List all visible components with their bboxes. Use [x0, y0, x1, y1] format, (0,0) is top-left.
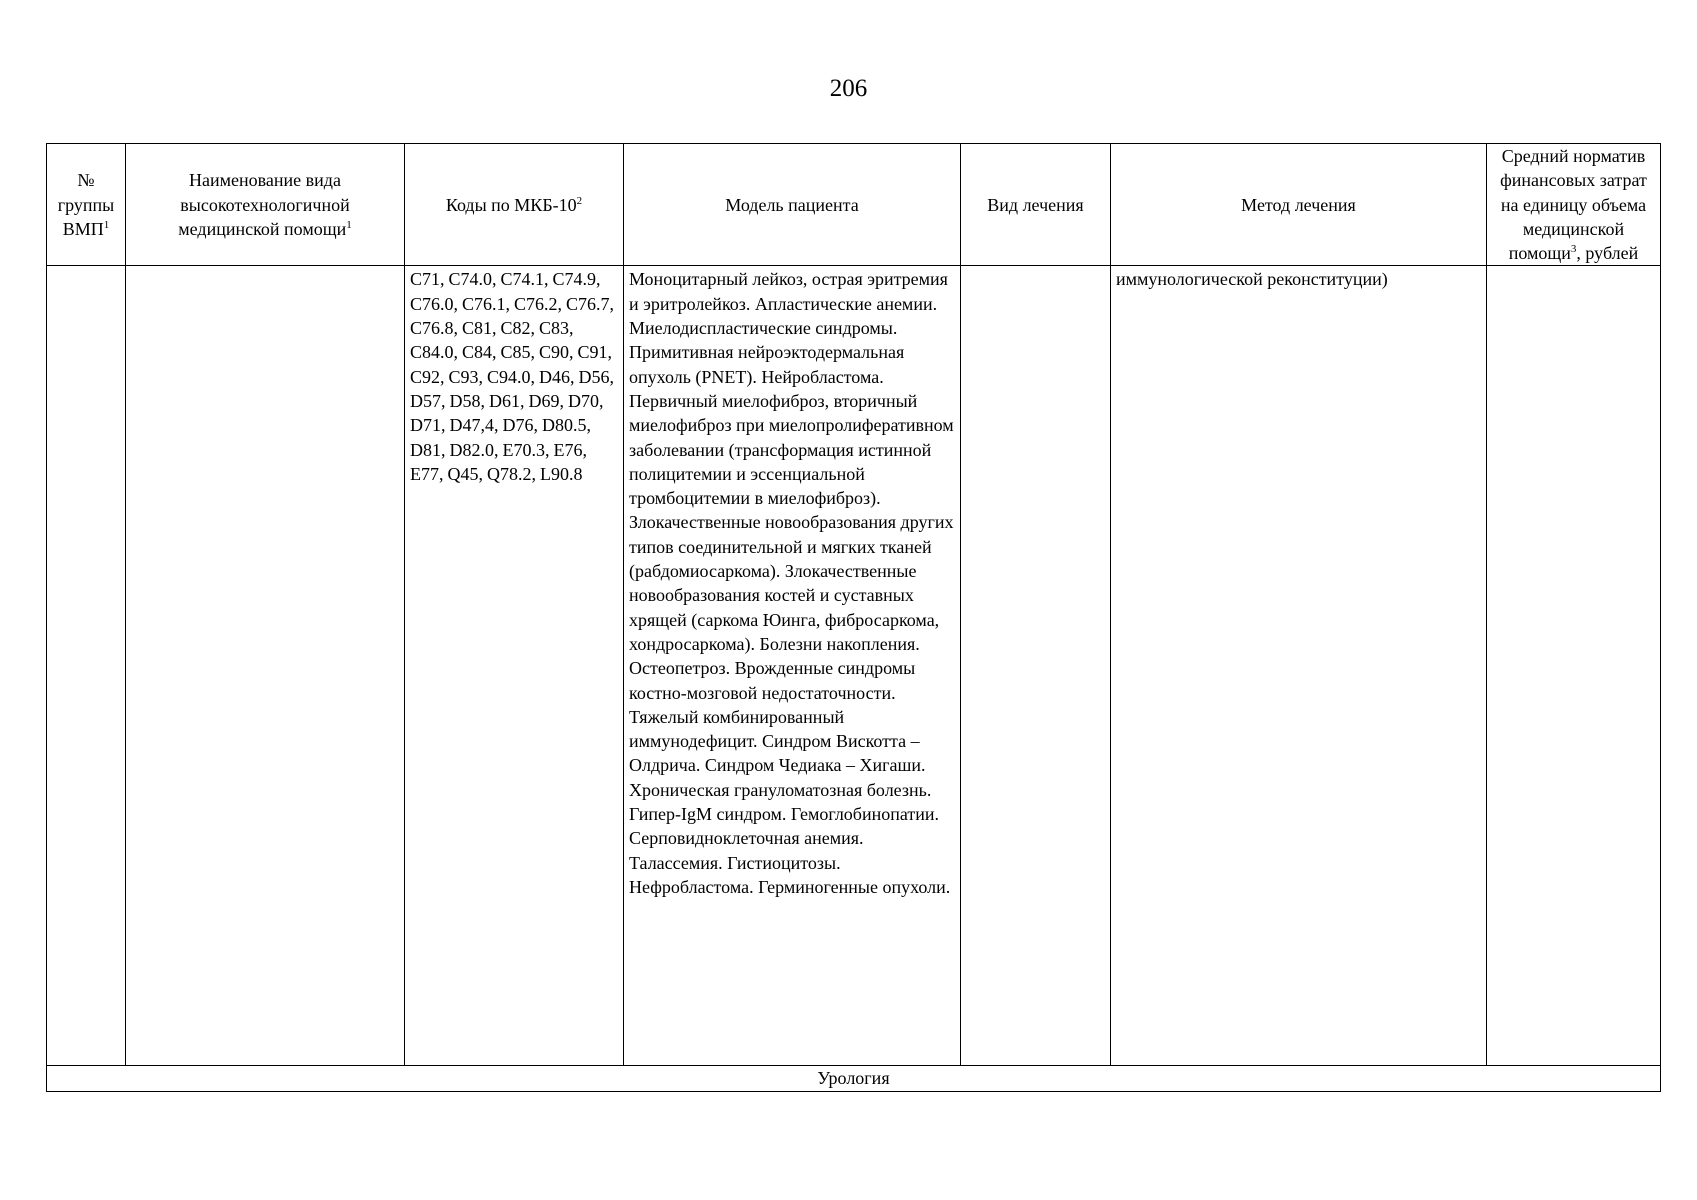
- header-treatment-type-text: Вид лечения: [987, 194, 1084, 215]
- section-title: Урология: [47, 1066, 1661, 1091]
- header-name: [126, 144, 405, 266]
- header-cost-footnote: 3: [1570, 243, 1577, 256]
- header-method-text: Метод лечения: [1241, 194, 1356, 215]
- hmc-table: [46, 143, 1661, 1092]
- cell-treatment-type: [961, 266, 1111, 1066]
- header-name-footnote: 1: [346, 218, 352, 231]
- cell-method-text: иммунологической реконституции): [1116, 269, 1388, 290]
- header-method: [1111, 144, 1487, 266]
- header-cost-text: Средний норматив финансовых затрат на единицу объема медицинской помощи: [1500, 146, 1647, 264]
- page-number: 206: [829, 75, 868, 102]
- header-group: [47, 144, 126, 266]
- section-row: [47, 1066, 1661, 1091]
- header-cost-unit: , рублей: [1576, 243, 1639, 264]
- header-treatment-type: [961, 144, 1111, 266]
- cell-model-text: Моноцитарный лейкоз, острая эритремия и эритролейкоз. Апластические анемии. Миелодиспластические синдромы. Примитивная нейроэктодермальная опухоль (PNET). Нейробластома. Первичный миелофиброз, вторичный миелофиброз при миелопролиферативном заболевании (трансформация истинной полицитемии и эссенциальной тромбоцитемии в миелофиброз). Злокачественные новообразования других типов соединительной и мягких тканей (рабдомиосаркома). Злокачественные новообразования костей и суставных хрящей (саркома Юинга, фибросаркома, хондросаркома). Болезни накопления. Остеопетроз. Врожденные синдромы костно-мозговой недостаточности. Тяжелый комбинированный иммунодефицит. Синдром Вискотта – Олдрича. Синдром Чедиака – Хигаши. Хроническая грануломатозная болезнь. Гипер-IgM синдром. Гемоглобинопатии. Серповидноклеточная анемия. Талассемия. Гистиоцитозы. Нефробластома. Герминогенные опухоли.: [629, 269, 954, 897]
- cell-cost: [1487, 266, 1661, 1066]
- header-codes-footnote: 2: [576, 194, 583, 207]
- cell-name: [126, 266, 405, 1066]
- cell-group: [47, 266, 126, 1066]
- header-codes: [405, 144, 624, 266]
- cell-method: [1111, 266, 1487, 1066]
- cell-codes: [405, 266, 624, 1066]
- table-row: [47, 266, 1661, 1066]
- header-name-text: Наименование вида высокотехнологичной медицинской помощи: [178, 170, 350, 239]
- header-codes-text: Коды по МКБ-10: [445, 194, 577, 215]
- cell-codes-text: C71, C74.0, C74.1, C74.9, C76.0, C76.1, C76.2, C76.7, C76.8, C81, C82, C83, C84.0, C84, C85, C90, C91, C92, C93, C94.0, D46, D56, D57, D58, D61, D69, D70, D71, D47,4, D76, D80.5, D81, D82.0, E70.3, E76, E77, Q45, Q78.2, L90.8: [410, 269, 615, 484]
- header-model: [624, 144, 961, 266]
- header-row: [47, 144, 1661, 266]
- header-cost: [1487, 144, 1661, 266]
- cell-model: [624, 266, 961, 1066]
- header-model-text: Модель пациента: [725, 194, 859, 215]
- header-group-text: № группы ВМП: [57, 170, 115, 239]
- header-group-footnote: 1: [103, 218, 110, 231]
